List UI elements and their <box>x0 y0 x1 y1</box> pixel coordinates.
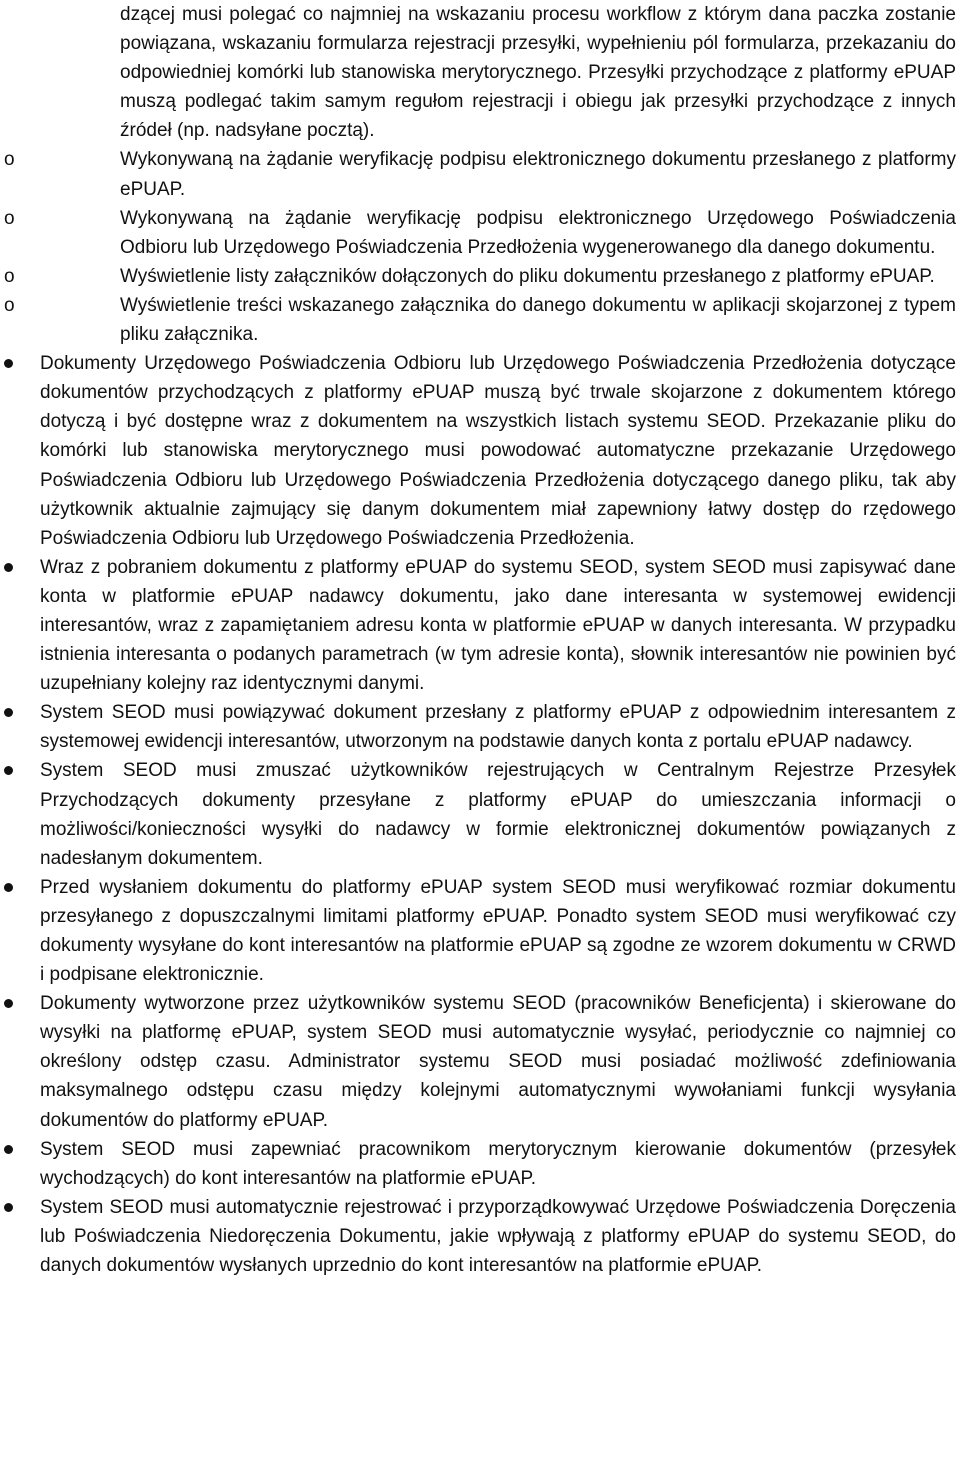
bullet-text: System SEOD musi zapewniać pracownikom merytorycznym kierowanie dokumentów (przesyłek wychodzących) do kont interesantów na platformie ePUAP. <box>40 1138 956 1189</box>
sub-list-marker: o <box>4 149 15 171</box>
sub-list-text: Wykonywaną na żądanie weryfikację podpisu elektronicznego Urzędowego Poświadczenia Odbioru lub Urzędowego Poświadczenia Przedłożenia wygenerowanego dla danego dokumentu. <box>120 207 956 258</box>
sub-list-item <box>4 262 956 291</box>
sub-list-item <box>4 204 956 262</box>
bullet-text: Dokumenty wytworzone przez użytkowników systemu SEOD (pracowników Beneficjenta) i skierowane do wysyłki na platformę ePUAP, system SEOD musi automatycznie wysyłać, periodycznie co najmniej co określony odstęp czasu. Administrator systemu SEOD musi posiadać możliwość zdefiniowania maksymalnego odstępu czasu między kolejnymi automatycznymi wywołaniami funkcji wysyłania dokumentów do platformy ePUAP. <box>40 993 956 1131</box>
sub-list-marker: o <box>4 265 15 287</box>
sub-list-text: Wyświetlenie listy załączników dołączonych do pliku dokumentu przesłanego z platformy ePUAP. <box>120 265 935 287</box>
sub-list-marker: o <box>4 207 15 229</box>
bullet-dot-icon <box>4 563 13 572</box>
bullet-dot-icon <box>4 1203 13 1212</box>
bullet-item <box>40 698 956 756</box>
bullet-item <box>40 349 956 553</box>
sub-list-marker: o <box>4 294 15 316</box>
bullet-text: System SEOD musi powiązywać dokument przesłany z platformy ePUAP z odpowiednim interesantem z systemowej ewidencji interesantów, utworzonym na podstawie danych konta z portalu ePUAP nadawcy. <box>40 702 956 753</box>
intro-paragraph <box>120 0 956 145</box>
bullet-dot-icon <box>4 766 13 775</box>
bullet-dot-icon <box>4 999 13 1008</box>
bullet-dot-icon <box>4 883 13 892</box>
bullet-text: Przed wysłaniem dokumentu do platformy ePUAP system SEOD musi weryfikować rozmiar dokumentu przesyłanego z dopuszczalnymi limitami platformy ePUAP. Ponadto system SEOD musi weryfikować czy dokumenty wysyłane do kont interesantów na platformie ePUAP są zgodne ze wzorem dokumentu w CRWD i podpisane elektronicznie. <box>40 876 956 986</box>
bullet-text: Wraz z pobraniem dokumentu z platformy ePUAP do systemu SEOD, system SEOD musi zapisywać dane konta w platformie ePUAP nadawcy dokumentu, jako dane interesanta w systemowej ewidencji interesantów, wraz z zapamiętaniem adresu konta w platformie ePUAP w danych interesanta. W przypadku istnienia interesanta o podanych parametrach (w tym adresie konta), słownik interesantów nie powinien być uzupełniany kolejny raz identycznymi danymi. <box>40 556 956 695</box>
sub-list-item <box>4 145 956 203</box>
bullet-item <box>40 1193 956 1280</box>
bullet-text: System SEOD musi zmuszać użytkowników rejestrujących w Centralnym Rejestrze Przesyłek Przychodzących dokumenty przesyłane z platformy ePUAP do umieszczania informacji o możliwości/konieczności wysyłki do nadawcy w formie elektronicznej dokumentów powiązanych z nadesłanym dokumentem. <box>40 760 956 869</box>
bullet-item <box>40 756 956 872</box>
bullet-dot-icon <box>4 708 13 717</box>
bullet-item <box>40 873 956 989</box>
intro-text: dzącej musi polegać co najmniej na wskazaniu procesu workflow z którym dana paczka zostanie powiązana, wskazaniu formularza rejestracji przesyłki, wypełnieniu pól formularza, przekazaniu do odpowiedniej komórki lub stanowiska merytorycznego. Przesyłki przychodzące z platformy ePUAP muszą podlegać takim samym regułom rejestracji i obiegu jak przesyłki przychodzące z innych źródeł (np. nadsyłane pocztą). <box>120 4 956 142</box>
bullet-text: Dokumenty Urzędowego Poświadczenia Odbioru lub Urzędowego Poświadczenia Przedłożenia dotyczące dokumentów przychodzących z platformy ePUAP muszą być trwale skojarzone z dokumentem którego dotyczą i być dostępne wraz z dokumentem na wszystkich listach systemu SEOD. Przekazanie pliku do komórki lub stanowiska merytorycznego musi powodować automatyczne przekazanie Urzędowego Poświadczenia Odbioru lub Urzędowego Poświadczenia Przedłożenia dotyczącego danego pliku, tak aby użytkownik aktualnie zajmujący się danym dokumentem miał zapewniony łatwy dostęp do rzędowego Poświadczenia Odbioru lub Urzędowego Poświadczenia Przedłożenia. <box>40 353 956 549</box>
bullet-dot-icon <box>4 359 13 368</box>
bullet-item <box>40 1135 956 1193</box>
bullet-dot-icon <box>4 1145 13 1154</box>
bullet-text: System SEOD musi automatycznie rejestrować i przyporządkowywać Urzędowe Poświadczenia Doręczenia lub Poświadczenia Niedoręczenia Dokumentu, jakie wpływają z platformy ePUAP do systemu SEOD, do danych dokumentów wysłanych uprzednio do kont interesantów na platformie ePUAP. <box>40 1196 956 1277</box>
sub-list-item <box>4 291 956 349</box>
bullet-item <box>40 553 956 698</box>
bullet-item <box>40 989 956 1134</box>
sub-list-text: Wykonywaną na żądanie weryfikację podpisu elektronicznego dokumentu przesłanego z platformy ePUAP. <box>120 149 956 200</box>
sub-list-text: Wyświetlenie treści wskazanego załącznika do danego dokumentu w aplikacji skojarzonej z typem pliku załącznika. <box>120 294 956 346</box>
